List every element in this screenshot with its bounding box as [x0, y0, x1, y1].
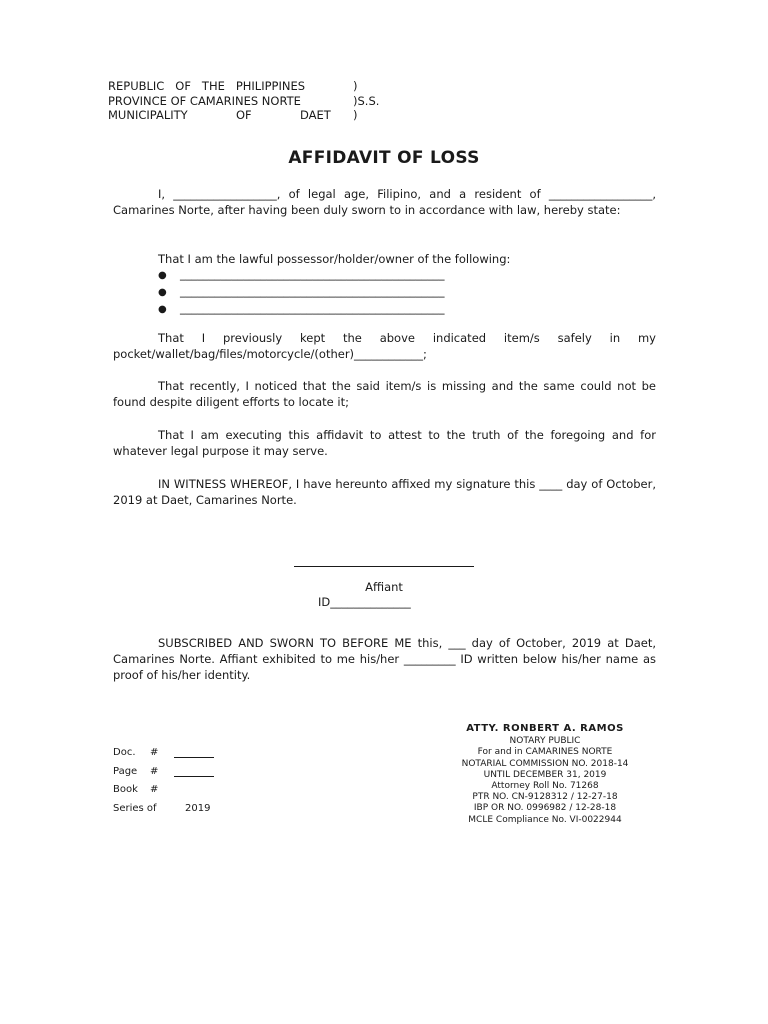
possessor-paragraph — [113, 251, 656, 267]
notary-jurisdiction: For and in CAMARINES NORTE — [477, 747, 613, 758]
venue-block — [108, 79, 380, 123]
items-list — [158, 266, 445, 317]
affiant-signature-line — [294, 566, 474, 567]
notary-commission: NOTARIAL COMMISSION NO. 2018-14 — [461, 758, 629, 769]
item-blank-1: ______________________________________________ — [180, 267, 445, 281]
recently-text: That recently, I noticed that the said item/s is missing and the same could not be found despite diligent efforts to locate it; — [113, 379, 656, 409]
notary-mcle: MCLE Compliance No. VI-0022944 — [468, 814, 622, 825]
page-blank — [174, 776, 214, 777]
intro-paragraph — [113, 186, 656, 218]
notary-ibp: IBP OR NO. 0996982 / 12-28-18 — [473, 803, 617, 814]
notary-name: ATTY. RONBERT A. RAMOS — [466, 723, 624, 734]
doc-label: Doc. — [113, 747, 136, 758]
bullet-icon: ● — [158, 287, 167, 298]
venue-of: OF — [236, 108, 252, 122]
executing-text: That I am executing this affidavit to attest to the truth of the foregoing and for whatever legal purpose it may serve. — [113, 428, 656, 458]
bullet-icon: ● — [158, 304, 167, 315]
list-item — [158, 266, 445, 283]
subscribed-paragraph — [113, 635, 656, 683]
list-item — [158, 283, 445, 300]
document-title: AFFIDAVIT OF LOSS — [288, 148, 480, 168]
bullet-icon: ● — [158, 270, 167, 281]
kept-text: That I previously kept the above indicated item/s safely in my pocket/wallet/bag/files/motorcycle/(other)____________; — [113, 331, 656, 361]
intro-text: I, __________________, of legal age, Filipino, and a resident of __________________, Camarines Norte, after having been duly sworn to in accordance with law, hereby state: — [113, 187, 656, 217]
page-hash: # — [150, 765, 159, 777]
venue-paren-1: ) — [353, 79, 358, 93]
doc-hash: # — [150, 747, 159, 758]
venue-province-row — [108, 93, 380, 109]
venue-province: PROVINCE OF CAMARINES NORTE — [108, 93, 301, 108]
venue-paren-3: ) — [353, 108, 358, 122]
doc-blank — [174, 757, 214, 758]
list-item — [158, 300, 445, 317]
affiant-id-line: ID______________ — [318, 595, 411, 609]
book-label: Book — [113, 784, 138, 795]
affiant-label: Affiant — [365, 580, 403, 594]
series-label: Series of — [113, 802, 157, 814]
recently-paragraph — [113, 378, 656, 410]
possessor-text: That I am the lawful possessor/holder/owner of the following: — [158, 252, 511, 266]
venue-municipality-row — [108, 108, 358, 123]
notary-until: UNTIL DECEMBER 31, 2019 — [483, 769, 607, 780]
venue-paren-ss: )S.S. — [353, 93, 380, 108]
witness-paragraph — [113, 476, 656, 508]
subscribed-text: SUBSCRIBED AND SWORN TO BEFORE ME this, ___ day of October, 2019 at Daet, Camarines Norte. Affiant exhibited to me his/her _________ ID written below his/her name as proof of his/her identity. — [113, 636, 656, 682]
venue-republic: REPUBLIC OF THE PHILIPPINES — [108, 79, 306, 93]
venue-daet: DAET — [300, 108, 331, 122]
venue-municipality: MUNICIPALITY — [108, 108, 188, 122]
series-year: 2019 — [185, 802, 211, 814]
venue-republic-row — [108, 79, 358, 94]
page-label: Page — [113, 765, 138, 777]
item-blank-2: ______________________________________________ — [180, 284, 445, 298]
executing-paragraph — [113, 427, 656, 459]
item-blank-3: ______________________________________________ — [180, 301, 445, 315]
book-hash: # — [150, 784, 159, 795]
notary-block — [395, 723, 695, 826]
notary-title: NOTARY PUBLIC — [509, 736, 581, 747]
notary-ptr: PTR NO. CN-9128312 / 12-27-18 — [472, 792, 618, 803]
notary-roll-number: Attorney Roll No. 71268 — [491, 781, 599, 792]
kept-paragraph — [113, 330, 656, 362]
witness-text: IN WITNESS WHEREOF, I have hereunto affixed my signature this ____ day of October, 2019 at Daet, Camarines Norte. — [113, 477, 656, 507]
